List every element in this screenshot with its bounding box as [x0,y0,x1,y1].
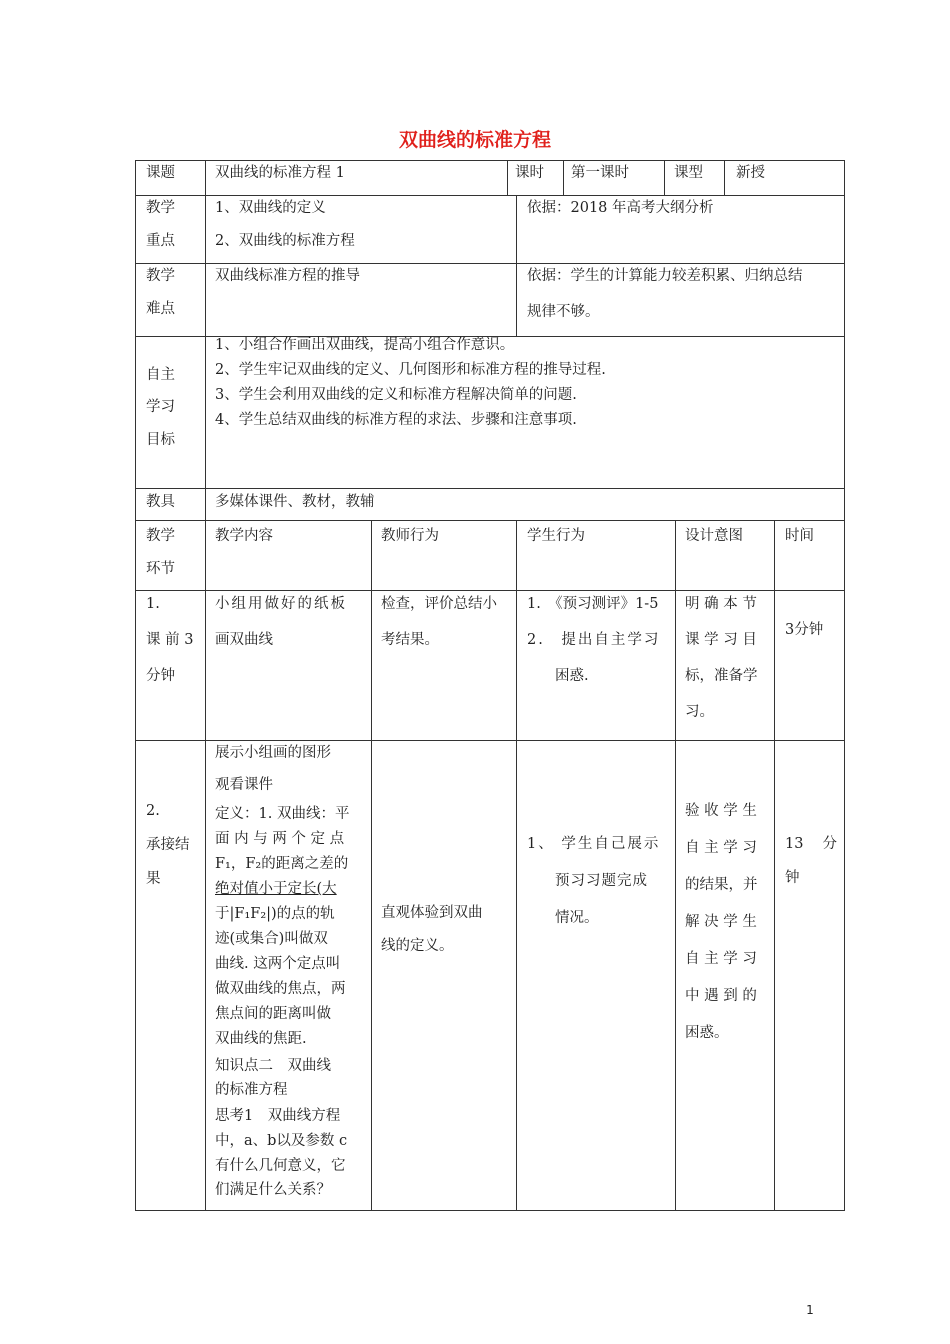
difficulty-content: 双曲线标准方程的推导 [215,268,360,284]
table-rule [507,160,508,195]
table-rule [371,520,372,1210]
materials-label: 教具 [146,494,175,510]
hours-value: 第一课时 [571,165,629,181]
stage-cell: 课 前 3 [146,632,194,648]
type-value: 新授 [736,165,765,181]
content-line: 迹(或集合)叫做双 [215,931,328,947]
hours-label: 课时 [515,165,544,181]
student-cell: 1、 学生自己展示 [527,836,661,852]
time-cell: 3分钟 [785,622,824,638]
content-cell: 小组用做好的纸板 [215,596,347,612]
goal-item: 4、学生总结双曲线的标准方程的求法、步骤和注意事项. [215,412,577,428]
student-cell: 情况。 [555,910,599,926]
content-line: 有什么几何意义，它 [215,1158,346,1174]
difficulty-basis: 依据：学生的计算能力较差积累、归纳总结 [527,268,803,284]
content-line: 展示小组画的图形 [215,745,331,761]
goals-label: 目标 [146,432,175,448]
table-rule [675,520,676,1210]
col-header-time: 时间 [785,528,814,544]
teacher-cell: 考结果。 [381,632,439,648]
stage-cell: 果 [146,871,161,887]
design-cell: 习。 [685,704,714,720]
design-cell: 困惑。 [685,1025,729,1041]
design-cell: 标，准备学 [685,668,758,684]
table-rule [135,1210,845,1211]
page-number: 1 [806,1303,814,1317]
table-rule [724,160,725,195]
goals-label: 自主 [146,367,175,383]
col-header-design: 设计意图 [685,528,743,544]
col-header-student: 学生行为 [527,528,585,544]
student-cell: 1. 《预习测评》1-5 [527,596,659,612]
content-line: 绝对值小于定长(大 [215,881,337,897]
difficulty-label: 难点 [146,301,175,317]
col-header-stage: 环节 [146,561,175,577]
materials-value: 多媒体课件、教材，教辅 [215,494,375,510]
goal-item: 3、学生会利用双曲线的定义和标准方程解决简单的问题. [215,387,577,403]
design-cell: 自 主 学 习 [685,951,757,967]
type-label: 课型 [674,165,703,181]
table-rule [844,160,845,1210]
key-points-label: 重点 [146,233,175,249]
stage-cell: 承接结 [146,837,190,853]
teacher-cell: 直观体验到双曲 [381,905,483,921]
content-line: F₁，F₂的距离之差的 [215,856,349,872]
goals-label: 学习 [146,399,175,415]
col-header-content: 教学内容 [215,528,273,544]
content-line: 中，a、b以及参数 c [215,1133,348,1149]
content-line: 思考1 双曲线方程 [215,1108,341,1124]
content-line: 焦点间的距离叫做 [215,1006,331,1022]
difficulty-label: 教学 [146,268,175,284]
content-line: 观看课件 [215,777,273,793]
topic-label: 课题 [146,165,175,181]
content-line: 知识点二 双曲线 [215,1058,331,1074]
design-cell: 验 收 学 生 [685,803,757,819]
design-cell: 自 主 学 习 [685,840,757,856]
design-cell: 课 学 习 目 [685,632,757,648]
table-rule [205,160,206,1210]
content-line: 曲线. 这两个定点叫 [215,956,341,972]
time-cell: 钟 [785,870,800,886]
topic-value: 双曲线的标准方程 1 [215,165,345,181]
content-line: 双曲线的焦距. [215,1031,307,1047]
stage-cell: 2. [146,803,160,819]
student-cell: 困惑. [555,668,589,684]
content-line: 定义：1. 双曲线：平 [215,806,350,822]
content-line: 们满足什么关系？ [215,1182,331,1198]
goal-item: 2、学生牢记双曲线的定义、几何图形和标准方程的推导过程. [215,362,606,378]
content-line: 面 内 与 两 个 定 点 [215,831,345,847]
key-points-basis: 依据：2018 年高考大纲分析 [527,200,714,216]
key-points-label: 教学 [146,200,175,216]
design-cell: 解 决 学 生 [685,914,757,930]
content-line: 于|F₁F₂|)的点的轨 [215,906,335,922]
content-line: 的标准方程 [215,1082,288,1098]
time-cell: 13 分 [785,836,838,852]
table-rule [664,160,665,195]
table-rule [135,160,136,1210]
student-cell: 2. 提出自主学习 [527,632,661,648]
design-cell: 明 确 本 节 [685,596,757,612]
col-header-stage: 教学 [146,528,175,544]
content-cell: 画双曲线 [215,632,273,648]
table-rule [516,195,517,336]
content-line: 做双曲线的焦点，两 [215,981,346,997]
student-cell: 预习习题完成 [555,873,648,889]
design-cell: 的结果，并 [685,877,758,893]
key-point-item: 2、双曲线的标准方程 [215,233,355,249]
difficulty-basis: 规律不够。 [527,304,600,320]
key-point-item: 1、双曲线的定义 [215,200,326,216]
stage-cell: 分钟 [146,668,175,684]
col-header-teacher: 教师行为 [381,528,439,544]
goal-item: 1、小组合作画出双曲线，提高小组合作意识。 [215,337,515,353]
table-rule [516,520,517,1210]
table-rule [774,520,775,1210]
table-rule [563,160,564,195]
design-cell: 中 遇 到 的 [685,988,757,1004]
document-title: 双曲线的标准方程 [398,129,551,151]
stage-cell: 1. [146,596,160,612]
teacher-cell: 检查，评价总结小 [381,596,497,612]
teacher-cell: 线的定义。 [381,938,454,954]
